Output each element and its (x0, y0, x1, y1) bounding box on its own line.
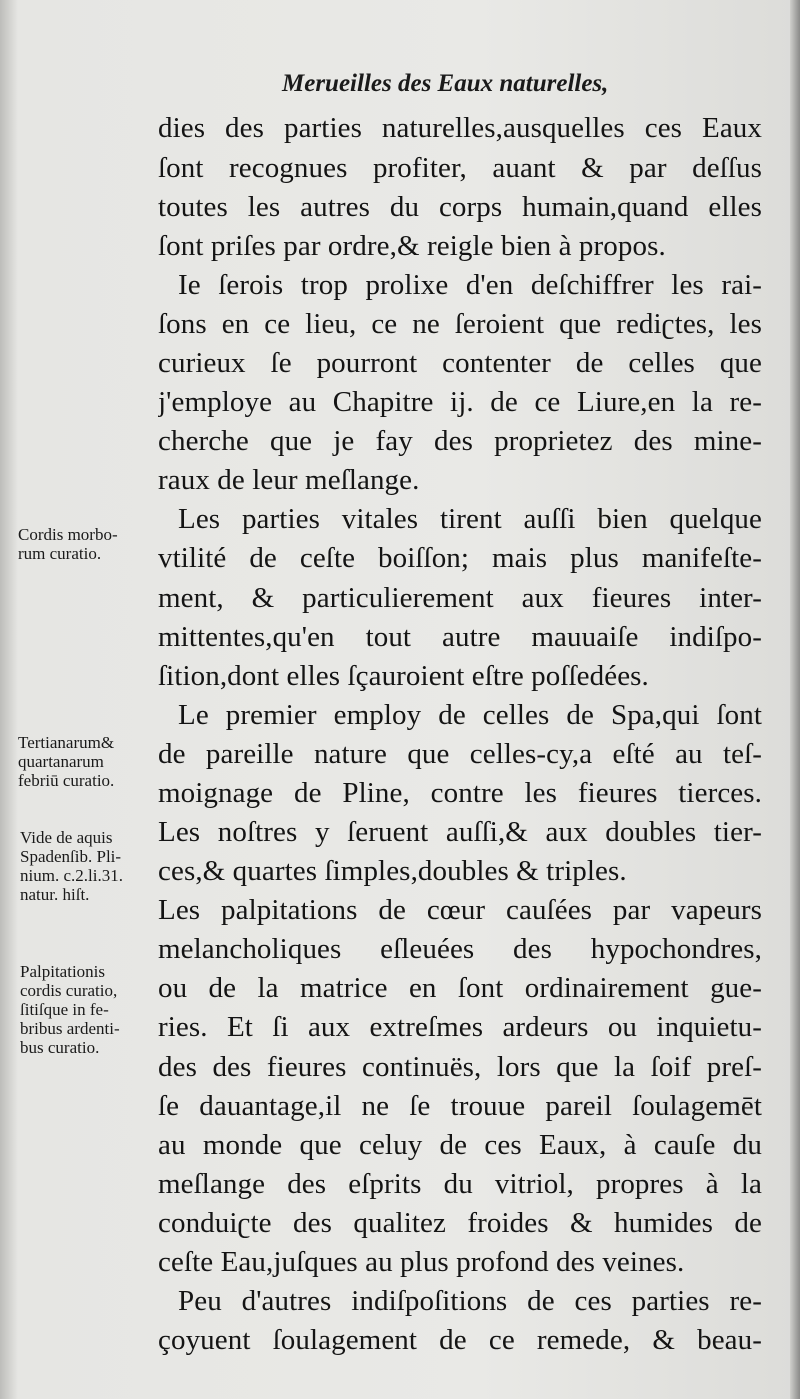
text-line: moignage de Pline, contre les fieures tierces. (158, 777, 762, 809)
text-line: Les palpitations de cœur cauſées par vapeurs (158, 894, 762, 926)
margin-note-line: bribus ardenti- (20, 1019, 120, 1038)
margin-note-line: Spadenſib. Pli- (20, 847, 122, 866)
text-line: des des fieures continuës, lors que la ſoif preſ- (158, 1051, 762, 1083)
text-line: j'employe au Chapitre ij. de ce Liure,en la re- (158, 386, 762, 418)
margin-note-palpitationis (20, 962, 160, 1057)
text-line: çoyuent ſoulagement de ce remede, & beau- (158, 1324, 762, 1356)
margin-note-line: ſitiſque in fe- (20, 1000, 109, 1019)
margin-note-cordis (18, 525, 158, 563)
margin-note-line: febriū curatio. (18, 771, 115, 790)
text-line: ceſte Eau,juſques au plus profond des veines. (158, 1246, 685, 1278)
text-line: melancholiques eſleuées des hypochondres, (158, 933, 762, 965)
margin-note-line: natur. hiſt. (20, 885, 90, 904)
text-line: ſont priſes par ordre,& reigle bien à propos. (158, 230, 666, 262)
text-line: Les noſtres y ſeruent auſſi,& aux doubles tier- (158, 816, 762, 848)
text-line: Ie ſerois trop prolixe d'en deſchiffrer les rai- (178, 269, 762, 301)
text-line: ſition,dont elles ſçauroient eſtre poſſedées. (158, 660, 649, 692)
text-line: raux de leur meſlange. (158, 464, 420, 496)
text-line: ou de la matrice en ſont ordinairement gue- (158, 972, 762, 1004)
running-head: Merueilles des Eaux naturelles, (282, 70, 609, 97)
text-line: ries. Et ſi aux extreſmes ardeurs ou inquietu- (158, 1011, 762, 1043)
text-line: Le premier employ de celles de Spa,qui ſont (178, 699, 762, 731)
text-line: au monde que celuy de ces Eaux, à cauſe du (158, 1129, 762, 1161)
margin-note-line: Tertianarum& (18, 733, 115, 752)
margin-note-line: Vide de aquis (20, 828, 113, 847)
text-line: meſlange des eſprits du vitriol, propres à la (158, 1168, 762, 1200)
text-line: toutes les autres du corps humain,quand elles (158, 191, 762, 223)
margin-note-line: bus curatio. (20, 1038, 100, 1057)
text-line: vtilité de ceſte boiſſon; mais plus manifeſte- (158, 542, 762, 574)
text-line: ces,& quartes ſimples,doubles & triples. (158, 855, 627, 887)
text-line: curieux ſe pourront contenter de celles que (158, 347, 762, 379)
text-line: Les parties vitales tirent auſſi bien quelque (178, 503, 762, 535)
text-line: de pareille nature que celles-cy,a eſté au teſ- (158, 738, 762, 770)
text-line: ſe dauantage,il ne ſe trouue pareil ſoulagemēt (158, 1090, 762, 1122)
text-line: ſont recognues profiter, auant & par deſſus (158, 152, 762, 184)
margin-note-line: Cordis morbo- (18, 525, 118, 544)
text-line: Peu d'autres indiſpoſitions de ces parties re- (178, 1285, 762, 1317)
text-line: conduiʗte des qualitez froides & humides de (158, 1207, 762, 1239)
margin-note-line: quartanarum (18, 752, 104, 771)
margin-note-line: rum curatio. (18, 544, 102, 563)
text-line: mittentes,qu'en tout autre mauuaiſe indiſpo- (158, 621, 762, 653)
margin-note-line: cordis curatio, (20, 981, 118, 1000)
margin-note-line: nium. c.2.li.31. (20, 866, 123, 885)
margin-note-line: Palpitationis (20, 962, 105, 981)
text-line: ſons en ce lieu, ce ne ſeroient que rediʗtes, les (158, 308, 762, 340)
text-line: cherche que je fay des proprietez des mine- (158, 425, 762, 457)
text-line: ment, & particulierement aux fieures inter- (158, 582, 762, 614)
text-line: dies des parties naturelles,ausquelles ces Eaux (158, 112, 762, 144)
margin-note-tertianarum (18, 733, 158, 790)
margin-note-vide-de-aquis (20, 828, 160, 904)
